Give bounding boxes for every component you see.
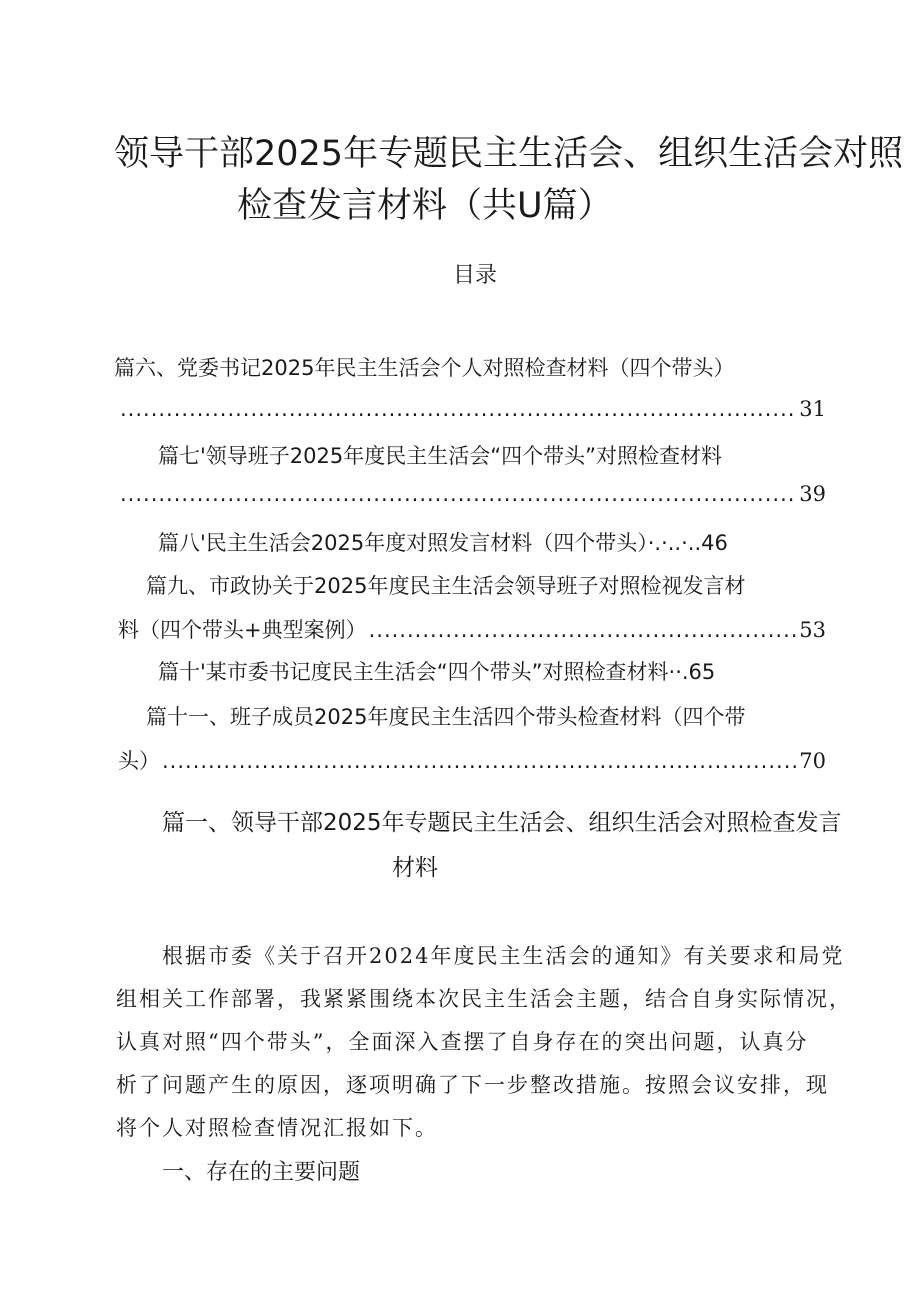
- section-title-line-1: 篇一、领导干部2025年专题民主生活会、组织生活会对照检查发言: [162, 810, 842, 836]
- toc-entry-10[interactable]: 篇十'某市委书记度民主生活会“四个带头”对照检查材料··.65: [158, 660, 716, 684]
- document-title-line-2: 检查发言材料（共U篇）: [237, 186, 613, 226]
- toc-entry-6[interactable]: 篇六、党委书记2025年民主生活会个人对照检查材料（四个带头）: [114, 356, 735, 380]
- dot-leader: [120, 397, 797, 421]
- toc-entry-11-line-2: 头）: [118, 749, 160, 773]
- body-line-5: 将个人对照检查情况汇报如下。: [116, 1116, 438, 1140]
- section-title-line-2: 材料: [392, 855, 438, 881]
- toc-entry-7[interactable]: 篇七'领导班子2025年度民主生活会“四个带头”对照检查材料: [158, 444, 722, 468]
- toc-entry-9[interactable]: 篇九、市政协关于2025年度民主生活会领导班子对照检视发言材: [146, 574, 746, 598]
- toc-entry-11-leader: [118, 745, 826, 775]
- document-title-line-1: 领导干部2025年专题民主生活会、组织生活会对照: [114, 134, 904, 174]
- body-line-1: 根据市委《关于召开2024年度民主生活会的通知》有关要求和局党: [162, 944, 845, 968]
- body-line-2: 组相关工作部署，我紧紧围绕本次民主生活会主题，结合自身实际情况，: [116, 987, 852, 1011]
- toc-entry-11-page: 70: [799, 749, 826, 773]
- dot-leader: [162, 749, 797, 773]
- toc-entry-9-leader: [118, 614, 826, 644]
- toc-heading: 目录: [453, 263, 498, 288]
- toc-entry-7-leader: [118, 482, 826, 506]
- toc-entry-9-line-2: 料（四个带头+典型案例）: [118, 618, 367, 642]
- body-line-4: 析了问题产生的原因，逐项明确了下一步整改措施。按照会议安排，现: [116, 1073, 829, 1097]
- dot-leader: [369, 618, 798, 642]
- body-line-3: 认真对照“四个带头”，全面深入查摆了自身存在的突出问题，认真分: [116, 1030, 809, 1054]
- toc-entry-6-page: 31: [799, 397, 826, 421]
- dot-leader: [120, 482, 797, 506]
- toc-entry-9-page: 53: [799, 618, 826, 642]
- heading-problems: 一、存在的主要问题: [162, 1160, 361, 1185]
- toc-entry-7-page: 39: [799, 482, 826, 506]
- toc-entry-11[interactable]: 篇十一、班子成员2025年度民主生活四个带头检查材料（四个带: [146, 705, 746, 729]
- toc-entry-6-leader: [118, 397, 826, 421]
- toc-entry-8[interactable]: 篇八'民主生活会2025年度对照发言材料（四个带头）·.·..·..46: [158, 531, 728, 555]
